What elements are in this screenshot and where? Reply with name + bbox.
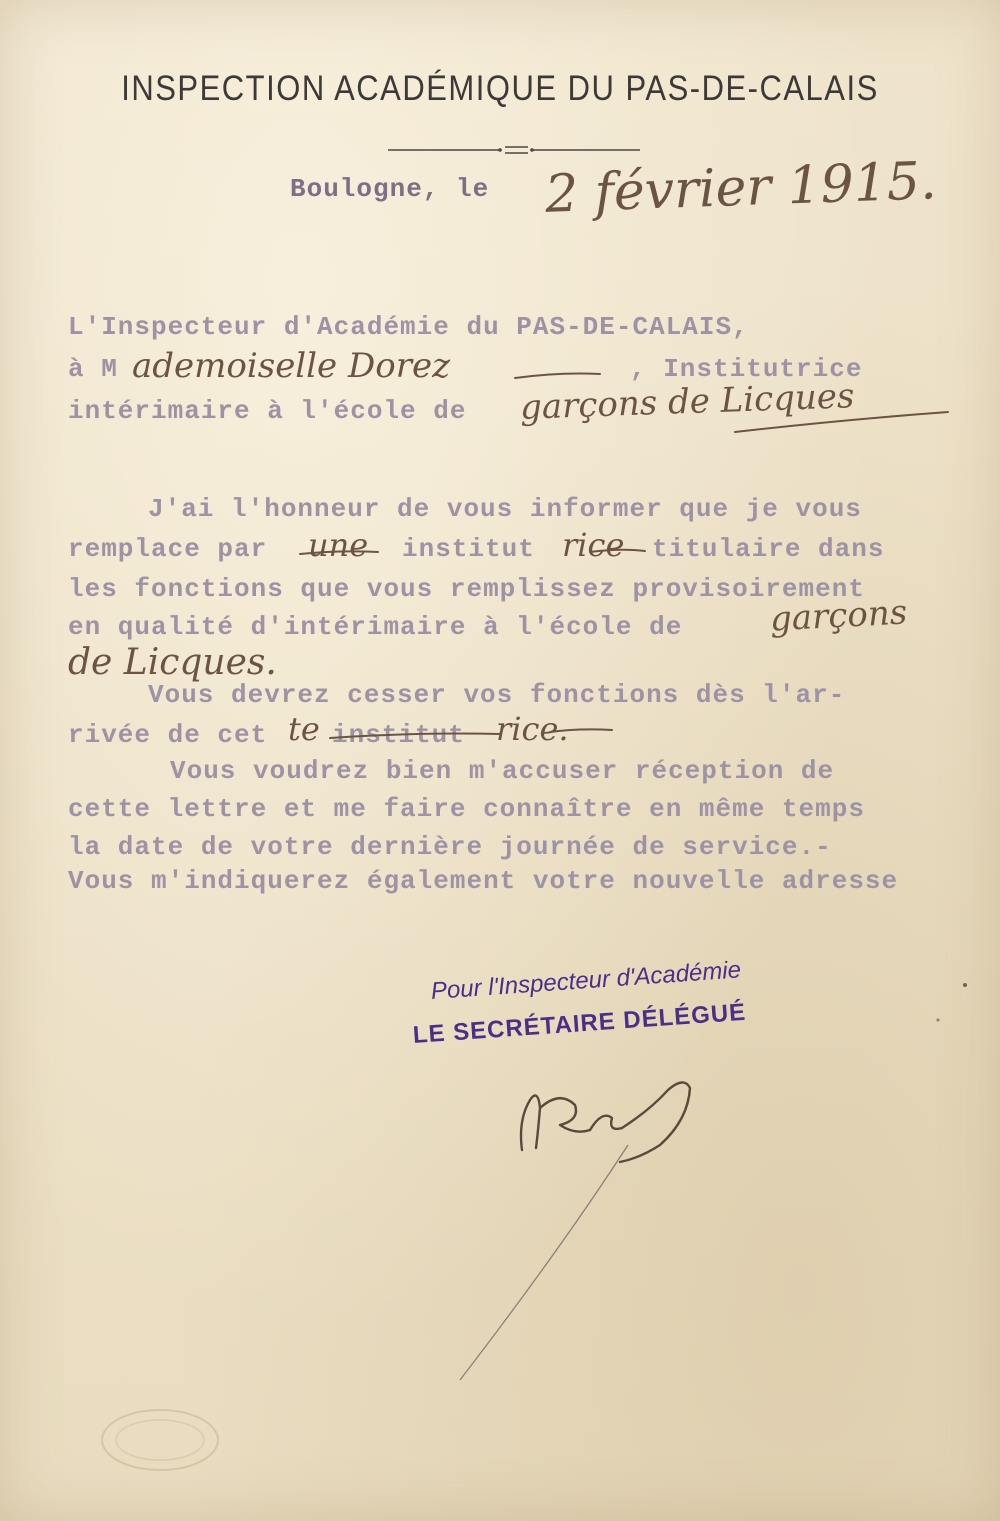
body-p3-line4: Vous m'indiquerez également votre nouvelle adresse bbox=[68, 866, 899, 896]
recipient-name: ademoiselle Dorez bbox=[132, 346, 451, 386]
body-p1-line5-hand: de Licques. bbox=[68, 642, 277, 683]
school-underline bbox=[735, 412, 948, 432]
rice-stroke-1 bbox=[590, 550, 645, 552]
body-p2-line2-a: rivée de cet bbox=[68, 720, 268, 750]
body-p2-line1: Vous devrez cesser vos fonctions dès l'ar- bbox=[148, 680, 846, 710]
body-p1-line1: J'ai l'honneur de vous informer que je vous bbox=[148, 494, 862, 524]
address-line-2-prefix: à M bbox=[68, 354, 118, 384]
body-p1-line4-hand: garçons bbox=[769, 592, 909, 640]
embossed-seal bbox=[102, 1410, 218, 1470]
body-p1-line3: les fonctions que vous remplissez provisoirement bbox=[68, 574, 865, 604]
school-handwritten: garçons de Licques bbox=[519, 376, 855, 428]
body-p3-line1: Vous voudrez bien m'accuser réception de bbox=[170, 756, 835, 786]
body-p1-line2-a: remplace par bbox=[68, 534, 268, 564]
address-line-3-prefix: intérimaire à l'école de bbox=[68, 396, 467, 426]
signature bbox=[521, 1082, 690, 1162]
letterhead-title: INSPECTION ACADÉMIQUE DU PAS-DE-CALAIS bbox=[121, 68, 879, 109]
body-p2-line2-b: institut bbox=[332, 720, 465, 750]
body-p3-line3: la date de votre dernière journée de service.- bbox=[68, 832, 832, 862]
body-p1-line2-b: institut bbox=[402, 534, 535, 564]
address-line-2-suffix: , Institutrice bbox=[630, 354, 863, 384]
body-p1-line2-c: titulaire dans bbox=[652, 534, 885, 564]
name-underline bbox=[515, 374, 600, 379]
date-handwritten: 2 février 1915. bbox=[544, 151, 938, 225]
rice-stroke-2 bbox=[550, 729, 612, 732]
stamp-line-1: Pour l'Inspecteur d'Académie bbox=[430, 956, 742, 1006]
body-p1-line2-hand2: rice bbox=[562, 526, 625, 564]
body-p1-line2-hand1: une bbox=[308, 526, 369, 564]
body-p3-line2: cette lettre et me faire connaître en même temps bbox=[68, 794, 865, 824]
body-p1-line4-a: en qualité d'intérimaire à l'école de bbox=[68, 612, 683, 642]
address-line-1: L'Inspecteur d'Académie du PAS-DE-CALAIS, bbox=[68, 312, 749, 342]
stamp-line-2: LE SECRÉTAIRE DÉLÉGUÉ bbox=[412, 998, 748, 1050]
pencil-stroke bbox=[460, 1145, 628, 1380]
body-p2-line2-hand2: rice. bbox=[496, 710, 569, 748]
cette-stroke bbox=[330, 734, 500, 739]
une-stroke bbox=[300, 551, 378, 554]
date-place: Boulogne, le bbox=[290, 174, 490, 204]
body-p2-line2-hand1: te bbox=[288, 710, 320, 748]
